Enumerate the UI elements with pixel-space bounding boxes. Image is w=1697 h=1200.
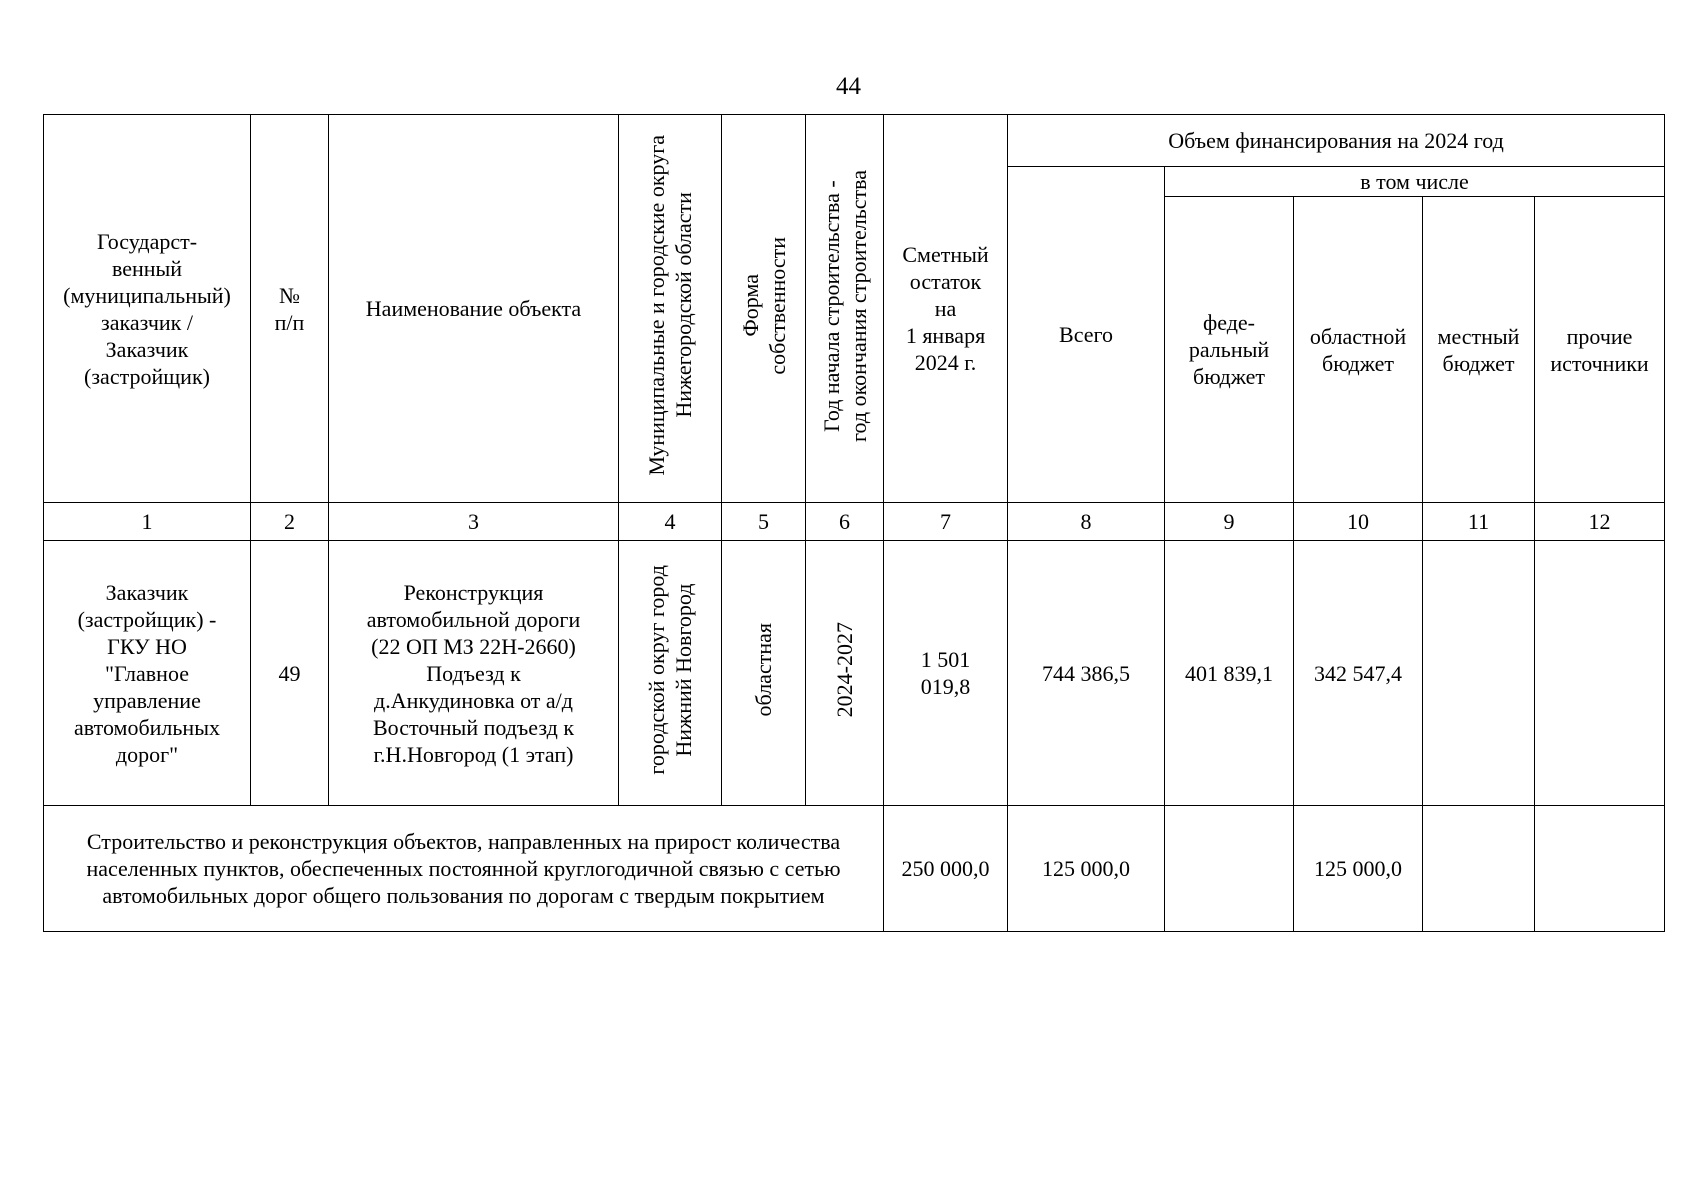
column-number: 7 <box>884 503 1008 541</box>
row-number: 49 <box>251 541 329 806</box>
header-customer: Государст- венный (муниципальный) заказчик / Заказчик (застройщик) <box>44 115 251 503</box>
row-total: 744 386,5 <box>1008 541 1165 806</box>
summary-local <box>1423 806 1535 932</box>
summary-total: 125 000,0 <box>1008 806 1165 932</box>
header-ownership <box>722 115 806 503</box>
summary-balance: 250 000,0 <box>884 806 1008 932</box>
row-ownership <box>722 541 806 806</box>
row-years <box>806 541 884 806</box>
column-number: 8 <box>1008 503 1165 541</box>
column-number: 12 <box>1535 503 1665 541</box>
header-local: местный бюджет <box>1423 197 1535 503</box>
column-number: 6 <box>806 503 884 541</box>
column-number: 3 <box>329 503 619 541</box>
row-object-name: Реконструкция автомобильной дороги (22 ОП МЗ 22Н-2660) Подъезд к д.Анкудиновка от а/д Восточный подъезд к г.Н.Новгород (1 этап) <box>329 541 619 806</box>
row-balance: 1 501 019,8 <box>884 541 1008 806</box>
header-number: № п/п <box>251 115 329 503</box>
header-funding-group: Объем финансирования на 2024 год <box>1008 115 1665 167</box>
row-ownership-text: областная <box>751 623 776 717</box>
summary-federal <box>1165 806 1294 932</box>
summary-regional: 125 000,0 <box>1294 806 1423 932</box>
row-municipality <box>619 541 722 806</box>
header-years-text: Год начала строительства - год окончания строительства <box>818 169 871 442</box>
column-numbers-row <box>44 503 1665 541</box>
header-balance: Сметный остаток на 1 января 2024 г. <box>884 115 1008 503</box>
column-number: 5 <box>722 503 806 541</box>
row-municipality-text: городской округ город Нижний Новгород <box>644 565 696 775</box>
row-local <box>1423 541 1535 806</box>
summary-row <box>44 806 1665 932</box>
column-number: 2 <box>251 503 329 541</box>
column-number: 1 <box>44 503 251 541</box>
row-federal: 401 839,1 <box>1165 541 1294 806</box>
summary-label: Строительство и реконструкция объектов, направленных на прирост количества населенных пунктов, обеспеченных постоянной круглогодичной связью с сетью автомобильных дорог общего пользования по дорогам с твердым покрытием <box>44 806 884 932</box>
header-object-name: Наименование объекта <box>329 115 619 503</box>
summary-other <box>1535 806 1665 932</box>
column-number: 11 <box>1423 503 1535 541</box>
header-years <box>806 115 884 503</box>
page-number: 44 <box>836 73 861 100</box>
header-federal: феде- ральный бюджет <box>1165 197 1294 503</box>
column-number: 4 <box>619 503 722 541</box>
header-other: прочие источники <box>1535 197 1665 503</box>
table-row <box>44 541 1665 806</box>
header-including: в том числе <box>1165 167 1665 197</box>
row-years-text: 2024-2027 <box>832 622 857 718</box>
header-regional: областной бюджет <box>1294 197 1423 503</box>
header-total: Всего <box>1008 167 1165 503</box>
financing-table <box>43 114 1665 932</box>
row-customer: Заказчик (застройщик) - ГКУ НО "Главное управление автомобильных дорог" <box>44 541 251 806</box>
header-municipality <box>619 115 722 503</box>
row-other <box>1535 541 1665 806</box>
row-regional: 342 547,4 <box>1294 541 1423 806</box>
column-number: 9 <box>1165 503 1294 541</box>
column-number: 10 <box>1294 503 1423 541</box>
header-ownership-text: Форма собственности <box>737 236 790 375</box>
header-municipality-text: Муниципальные и городские округа Нижегородской области <box>644 135 696 476</box>
